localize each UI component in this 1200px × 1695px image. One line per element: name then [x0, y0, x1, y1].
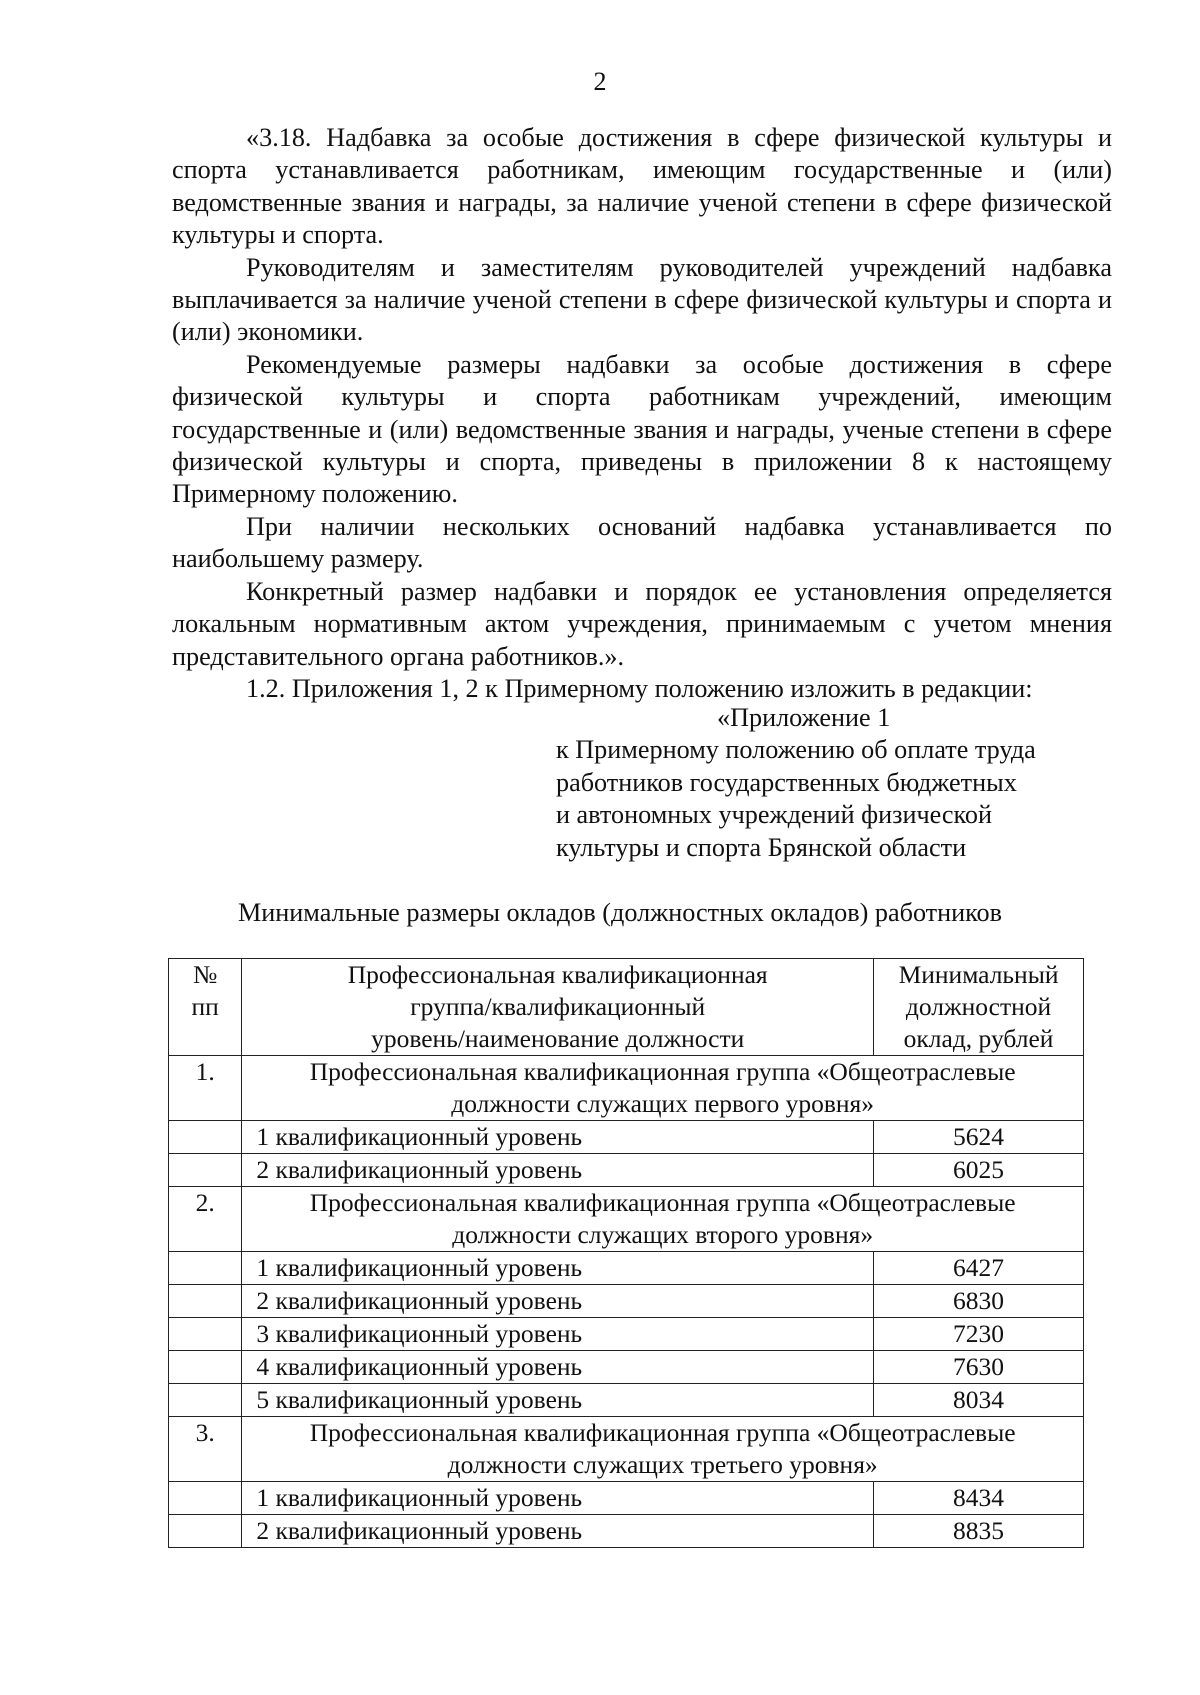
level-name: 5 квалификационный уровень: [242, 1384, 874, 1417]
level-salary: 6025: [874, 1154, 1084, 1187]
header-salary-line: Минимальный: [898, 960, 1059, 989]
level-name: 2 квалификационный уровень: [242, 1515, 874, 1548]
header-salary: [874, 959, 1084, 1056]
group-number: 3.: [169, 1417, 242, 1482]
level-row: [169, 1285, 1084, 1318]
paragraph-managers: Руководителям и заместителям руководителей учреждений надбавка выплачивается за наличие ученой степени в сфере физической культуры и спорта и (или) экономики.: [172, 252, 1112, 347]
level-row: [169, 1482, 1084, 1515]
level-row: [169, 1384, 1084, 1417]
paragraph-3-18: «3.18. Надбавка за особые достижения в сфере физической культуры и спорта устанавливается работникам, имеющим государственные и (или) ведомственные звания и награды, за наличие ученой степени в сфере физической культуры и спорта.: [172, 123, 1112, 250]
level-name: 3 квалификационный уровень: [242, 1318, 874, 1351]
empty-cell: [169, 1384, 242, 1417]
paragraph-recommended-sizes: Рекомендуемые размеры надбавки за особые достижения в сфере физической культуры и спорта работникам учреждений, имеющим государственные и (или) ведомственные звания и награды, ученые степени в сфере физической культуры и спорта, приведены в приложении 8 к настоящему Примерному положению.: [172, 349, 1112, 509]
header-name-line: Профессиональная квалификационная: [347, 960, 768, 989]
group-number: 1.: [169, 1056, 242, 1121]
level-row: [169, 1252, 1084, 1285]
group-title-line: должности служащих третьего уровня»: [447, 1450, 878, 1479]
level-salary: 8835: [874, 1515, 1084, 1548]
group-title-line: должности служащих второго уровня»: [452, 1220, 874, 1249]
header-number-line: пп: [191, 992, 219, 1021]
header-name-line: уровень/наименование должности: [371, 1024, 745, 1053]
empty-cell: [169, 1285, 242, 1318]
level-salary: 8034: [874, 1384, 1084, 1417]
empty-cell: [169, 1351, 242, 1384]
group-title-line: Профессиональная квалификационная группа «Общеотраслевые: [309, 1188, 1016, 1217]
group-row: [169, 1187, 1084, 1252]
level-salary: 7230: [874, 1318, 1084, 1351]
empty-cell: [169, 1318, 242, 1351]
level-name: 1 квалификационный уровень: [242, 1482, 874, 1515]
group-title-line: Профессиональная квалификационная группа «Общеотраслевые: [309, 1418, 1016, 1447]
empty-cell: [169, 1482, 242, 1515]
group-row: [169, 1417, 1084, 1482]
group-title: [242, 1056, 1084, 1121]
empty-cell: [169, 1252, 242, 1285]
group-title-line: должности служащих первого уровня»: [451, 1089, 875, 1118]
group-title: [242, 1187, 1084, 1252]
level-salary: 8434: [874, 1482, 1084, 1515]
table-title: Минимальные размеры окладов (должностных окладов) работников: [237, 898, 1003, 927]
level-name: 4 квалификационный уровень: [242, 1351, 874, 1384]
paragraph-1-2: 1.2. Приложения 1, 2 к Примерному положению изложить в редакции:: [246, 673, 1033, 703]
header-salary-line: оклад, рублей: [903, 1024, 1054, 1053]
empty-cell: [169, 1121, 242, 1154]
empty-cell: [169, 1154, 242, 1187]
level-row: [169, 1154, 1084, 1187]
level-name: 1 квалификационный уровень: [242, 1252, 874, 1285]
level-salary: 7630: [874, 1351, 1084, 1384]
group-row: [169, 1056, 1084, 1121]
level-name: 2 квалификационный уровень: [242, 1154, 874, 1187]
body-text: [172, 122, 1112, 705]
header-number-line: №: [192, 960, 218, 989]
header-group-name: [242, 959, 874, 1056]
level-name: 1 квалификационный уровень: [242, 1121, 874, 1154]
group-number: 2.: [169, 1187, 242, 1252]
header-salary-line: должностной: [905, 992, 1052, 1021]
level-salary: 6427: [874, 1252, 1084, 1285]
appendix-line: культуры и спорта Брянской области: [556, 832, 967, 862]
empty-cell: [169, 1515, 242, 1548]
level-salary: 5624: [874, 1121, 1084, 1154]
level-name: 2 квалификационный уровень: [242, 1285, 874, 1318]
level-row: [169, 1515, 1084, 1548]
group-title: [242, 1417, 1084, 1482]
level-row: [169, 1351, 1084, 1384]
appendix-line: и автономных учреждений физической: [556, 800, 993, 830]
paragraph-specific-size: Конкретный размер надбавки и порядок ее установления определяется локальным нормативным актом учреждения, принимаемым с учетом мнения представительного органа работников.».: [172, 576, 1112, 671]
paragraph-several-grounds: При наличии нескольких оснований надбавка устанавливается по наибольшему размеру.: [172, 511, 1112, 574]
level-row: [169, 1121, 1084, 1154]
header-name-line: группа/квалификационный: [410, 992, 706, 1021]
level-row: [169, 1318, 1084, 1351]
salary-table: [168, 958, 1084, 1548]
table-header-row: [169, 959, 1084, 1056]
header-number: [169, 959, 242, 1056]
appendix-line: к Примерному положению об оплате труда: [556, 735, 1036, 765]
appendix-header: [556, 702, 1096, 864]
level-salary: 6830: [874, 1285, 1084, 1318]
group-title-line: Профессиональная квалификационная группа «Общеотраслевые: [309, 1057, 1016, 1086]
page-number: 2: [593, 67, 607, 96]
appendix-line: работников государственных бюджетных: [556, 767, 1017, 797]
appendix-title: «Приложение 1: [717, 703, 891, 732]
